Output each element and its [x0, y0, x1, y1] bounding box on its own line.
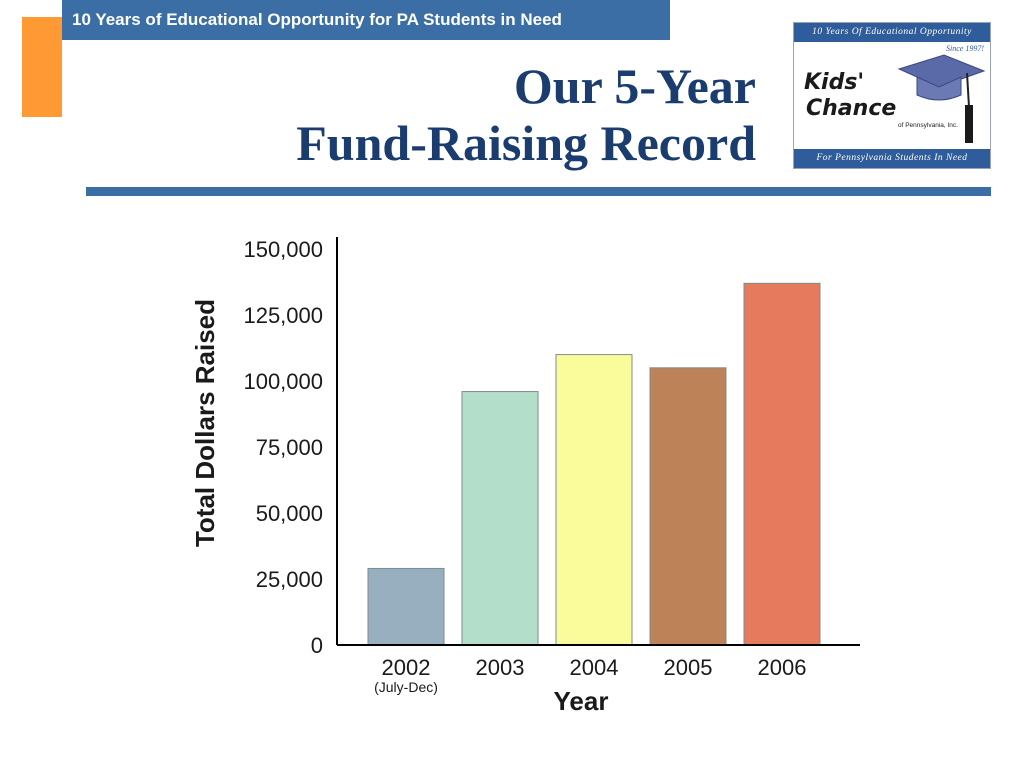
bar-2003: [462, 392, 538, 645]
orange-accent-tab: [22, 17, 62, 117]
kids-chance-logo: [793, 22, 991, 169]
fundraising-bar-chart: [180, 225, 880, 725]
title-line-2: Fund-Raising Record: [296, 115, 756, 171]
y-tick-label: 25,000: [255, 567, 323, 592]
logo-top-text: 10 Years Of Educational Opportunity: [794, 23, 990, 42]
bar-2005: [650, 368, 726, 645]
y-tick-label: 150,000: [243, 237, 323, 262]
x-tick-label: 2004: [569, 655, 619, 680]
x-axis-label: Year: [553, 686, 609, 716]
banner-text: 10 Years of Educational Opportunity for PA Students in Need: [72, 10, 562, 29]
logo-since-text: Since 1997!: [946, 44, 984, 53]
bar-2006: [744, 283, 820, 645]
logo-bottom-text: For Pennsylvania Students In Need: [794, 149, 990, 168]
x-tick-sublabel: (July-Dec): [374, 679, 438, 695]
logo-kids-text: Kids': [804, 70, 865, 95]
y-tick-label: 100,000: [243, 369, 323, 394]
x-tick-label: 2003: [475, 655, 525, 680]
y-tick-label: 75,000: [255, 435, 323, 460]
y-axis-label: Total Dollars Raised: [190, 298, 220, 548]
y-tick-label: 125,000: [243, 303, 323, 328]
y-tick-label: 50,000: [255, 501, 323, 526]
top-banner: [62, 0, 670, 40]
header-divider: [86, 187, 991, 196]
bar-2004: [556, 355, 632, 645]
page-title: [296, 58, 756, 172]
graduation-cap-icon: [889, 45, 989, 145]
logo-chance-text: Chance: [806, 96, 897, 121]
logo-org-text: of Pennsylvania, Inc.: [898, 122, 958, 129]
title-line-1: Our 5-Year: [513, 58, 756, 114]
x-tick-label: 2002: [381, 655, 431, 680]
x-tick-label: 2005: [663, 655, 713, 680]
y-tick-label: 0: [310, 633, 323, 658]
bar-2002: [368, 568, 444, 645]
x-tick-label: 2006: [757, 655, 807, 680]
